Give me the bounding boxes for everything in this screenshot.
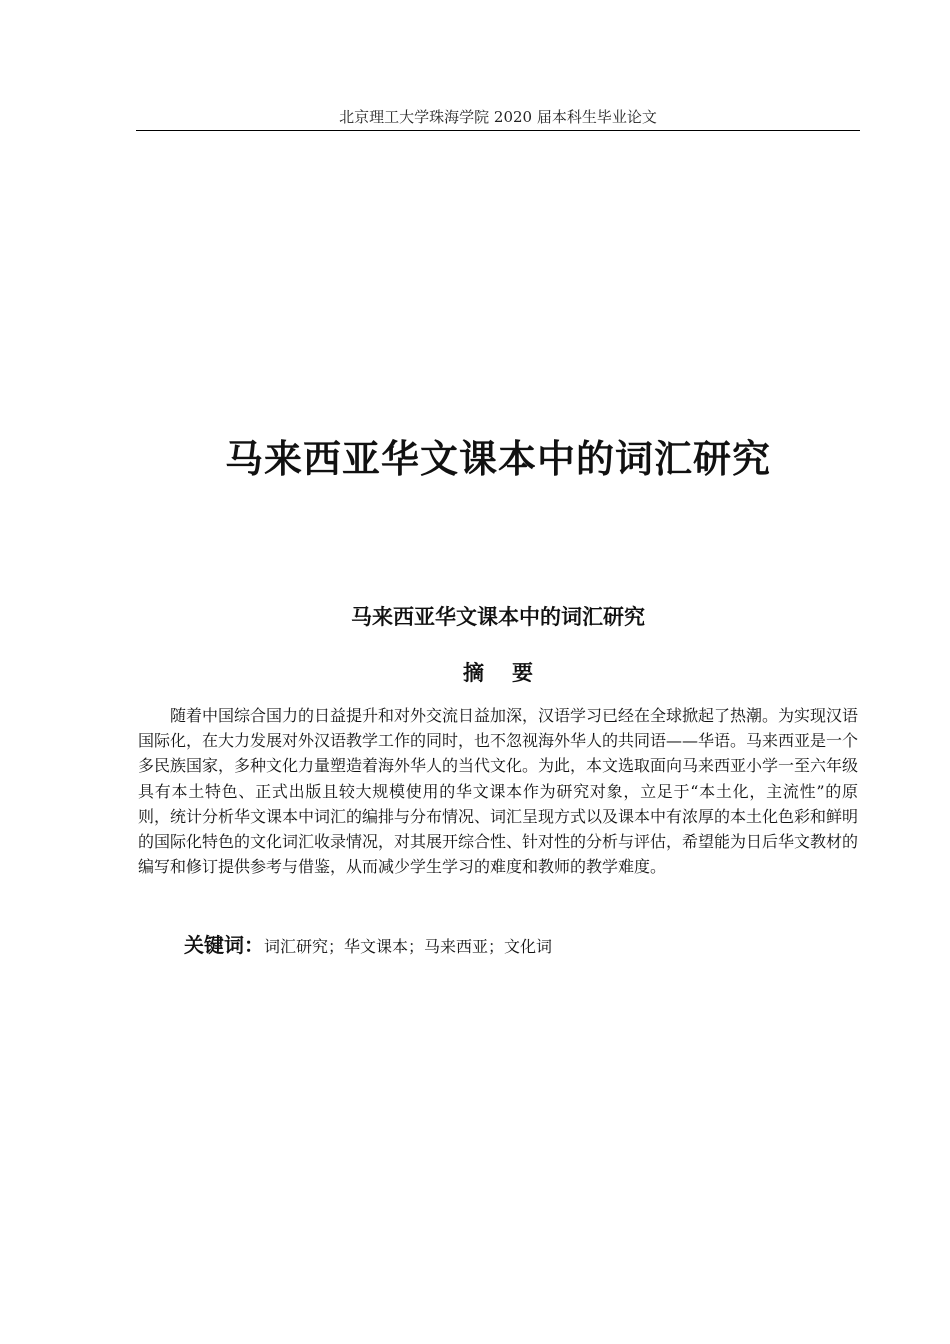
abstract-heading: 摘要 [463,661,561,685]
keywords-values: 词汇研究；华文课本；马来西亚；文化词 [264,937,553,956]
header-divider [136,130,860,131]
running-header: 北京理工大学珠海学院 2020 届本科生毕业论文 [339,108,657,126]
keywords-label: 关键词： [184,933,264,957]
abstract-title: 马来西亚华文课本中的词汇研究 [351,605,645,629]
keywords-line [184,930,860,962]
abstract-paragraph: 随着中国综合国力的日益提升和对外交流日益加深，汉语学习已经在全球掀起了热潮。为实现汉语国际化，在大力发展对外汉语教学工作的同时，也不忽视海外华人的共同语——华语。马来西亚是一个多民族国家，多种文化力量塑造着海外华人的当代文化。为此，本文选取面向马来西亚小学一至六年级具有本土特色、正式出版且较大规模使用的华文课本作为研究对象，立足于“本土化，主流性”的原则，统计分析华文课本中词汇的编排与分布情况、词汇呈现方式以及课本中有浓厚的本土化色彩和鲜明的国际化特色的文化词汇收录情况，对其展开综合性、针对性的分析与评估，希望能为日后华文教材的编写和修订提供参考与借鉴，从而减少学生学习的难度和教师的教学难度。 [138,706,859,877]
thesis-title: 马来西亚华文课本中的词汇研究 [224,437,771,481]
